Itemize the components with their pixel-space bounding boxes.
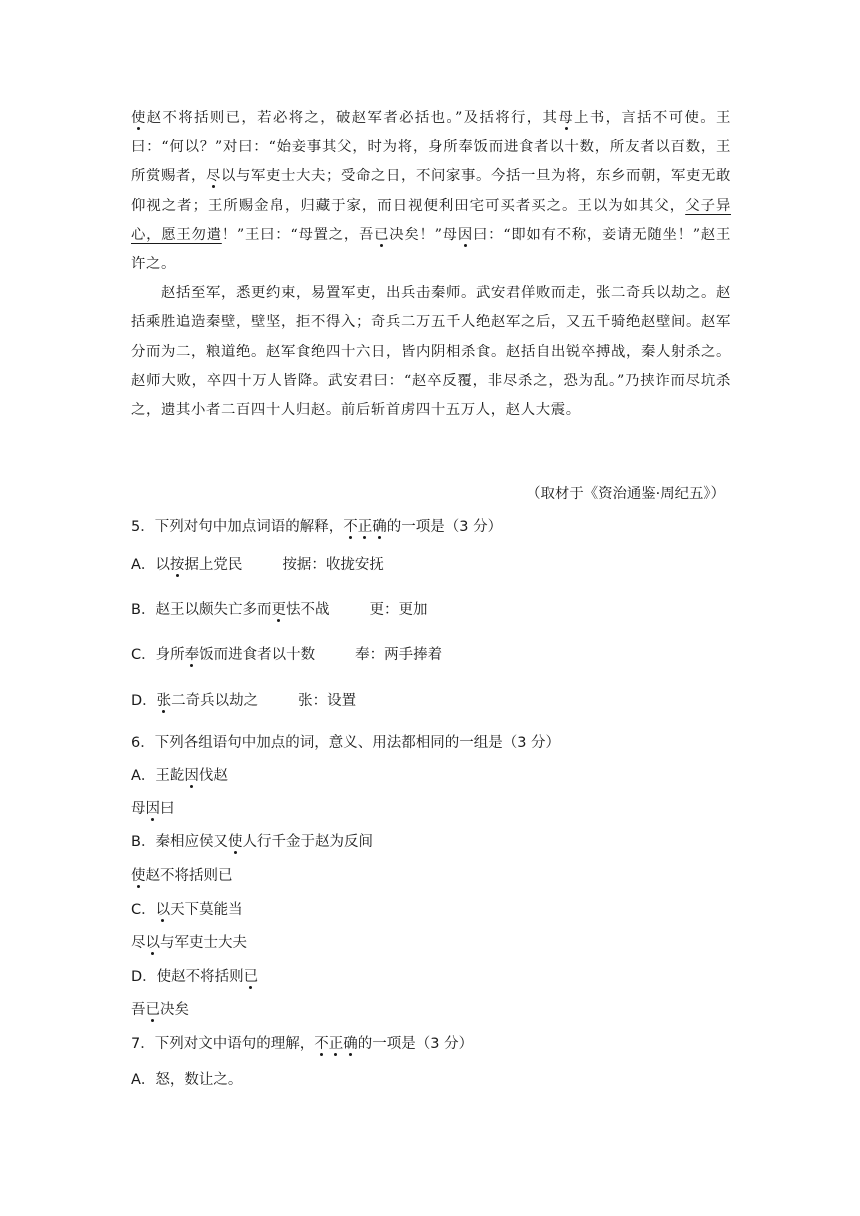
question-6-option-d-line2: 吾已决矣	[131, 1002, 189, 1018]
question-6-option-d-line1: D．使赵不将括则已	[131, 969, 259, 985]
dotted-char: 已	[374, 226, 390, 243]
dotted-char: 使	[131, 110, 147, 126]
question-5-option-c: C．身所奉饭而进食者以十数 奉：两手捧着	[131, 647, 443, 663]
question-6-option-c-line1: C．以天下莫能当	[131, 902, 243, 918]
passage-paragraph-2: 赵括至军，悉更约束，易置军吏，出兵击秦师。武安君佯败而走，张二奇兵以劫之。赵括乘胜追造秦壁，壁坚，拒不得入；奇兵二万五千人绝赵军之后，又五千骑绝赵壁间。赵军分而为二，粮道绝。赵军食绝四十六日，皆内阴相杀食。赵括自出锐卒搏战，秦人射杀之。赵师大败，卒四十万人皆降。武安君曰：“赵卒反覆，非尽杀之，恐为乱。”乃挟诈而尽坑杀之，遗其小者二百四十人归赵。前后斩首虏四十五万人，赵人大震。	[131, 285, 731, 419]
question-6-stem: 6．下列各组语句中加点的词，意义、用法都相同的一组是（3 分）	[131, 735, 561, 751]
dotted-char	[314, 1036, 358, 1052]
dotted-char: 母	[558, 110, 575, 126]
underlined-phrase: 父子异心，愿王勿遣	[131, 197, 731, 243]
dotted-char: 不	[343, 519, 358, 535]
question-7-stem: 7．下列对文中语句的理解，不正确的一项是（3 分）	[131, 1036, 474, 1052]
question-6-option-c-line2: 尽以与军吏士大夫	[131, 935, 247, 951]
dotted-char: 因	[457, 226, 473, 243]
question-6-option-b-line2: 使赵不将括则已	[131, 868, 233, 884]
dotted-char: 确	[343, 1036, 358, 1052]
dotted-char: 正	[328, 1036, 344, 1052]
question-5-option-a: A．以按据上党民 按据：收拢安抚	[131, 557, 384, 573]
question-6-option-a-line1: A．王龁因伐赵	[131, 768, 228, 784]
question-6-option-b-line1: B．秦相应侯又使人行千金于赵为反间	[131, 834, 373, 850]
dotted-char: 正	[357, 519, 373, 535]
question-5-option-b: B．赵王以颇失亡多而更怯不战 更：更加	[131, 602, 428, 618]
source-citation: （取材于《资治通鉴·周纪五》）	[526, 486, 725, 502]
dotted-char: 尽	[206, 168, 221, 185]
question-7-option-a: A．怒，数让之。	[131, 1072, 243, 1088]
passage-text	[131, 104, 731, 425]
dotted-char: 不	[314, 1036, 329, 1052]
question-5-option-d: D．张二奇兵以劫之 张：设置	[131, 693, 357, 709]
question-6-option-a-line2: 母因曰	[131, 801, 175, 817]
question-5-stem: 5．下列对句中加点词语的解释，不正确的一项是（3 分）	[131, 519, 503, 535]
dotted-char	[343, 519, 387, 535]
passage-paragraph-1: 使赵不将括则已，若必将之，破赵军者必括也。”及括将行，其母上书，言括不可使。王曰：“何以？”对曰：“始妾事其父，时为将，身所奉饭而进食者以十数，所友者以百数，王所赏赐者，尽以与军吏士大夫；受命之日，不问家事。今括一旦为将，东乡而朝，军吏无敢仰视之者；王所赐金帛，归藏于家，而日视便利田宅可买者买之。王以为如其父，父子异心，愿王勿遣！”王曰：“母置之，吾已决矣！”母因曰：“即如有不称，妾请无随坐！”赵王许之。	[131, 110, 732, 273]
dotted-char: 确	[372, 519, 387, 535]
